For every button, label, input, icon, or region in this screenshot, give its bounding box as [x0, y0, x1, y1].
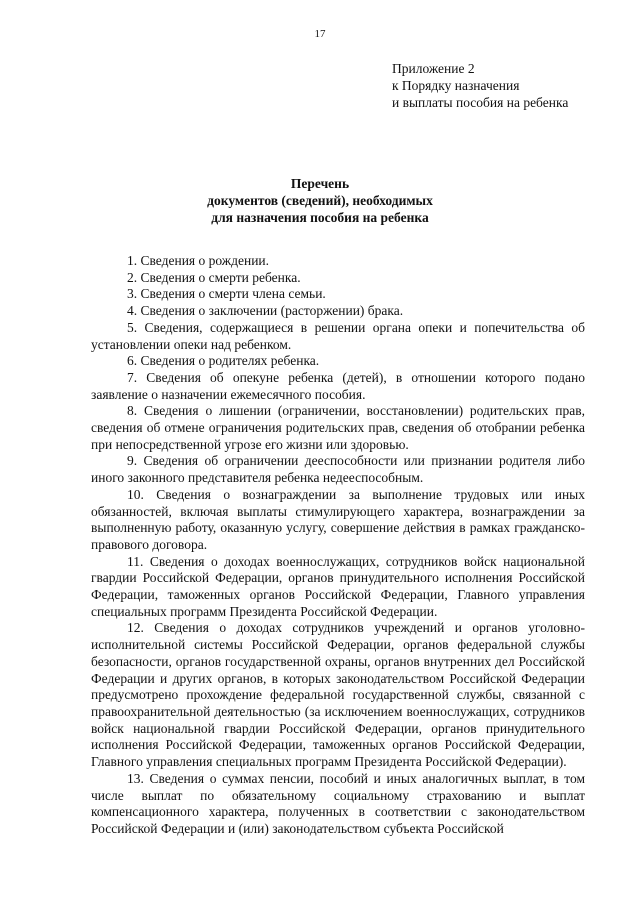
- title-line: для назначения пособия на ребенка: [211, 210, 429, 225]
- title-line: Перечень: [290, 176, 350, 191]
- appendix-line: к Порядку назначения: [392, 78, 520, 93]
- list-item: 7. Сведения об опекуне ребенка (детей), в отношении которого подано заявление о назначении ежемесячного пособия.: [91, 369, 585, 402]
- appendix-line: и выплаты пособия на ребенка: [392, 95, 569, 110]
- appendix-header: [392, 60, 568, 111]
- list-item: 10. Сведения о вознаграждении за выполнение трудовых или иных обязанностей, включая выплаты стимулирующего характера, вознаграждении за выполненную работу, оказанную услугу, совершение действия в рамках гражданско-правового договора.: [91, 486, 585, 552]
- list-item: 3. Сведения о смерти члена семьи.: [127, 286, 326, 302]
- documents-list: [91, 253, 585, 838]
- list-item: 6. Сведения о родителях ребенка.: [127, 353, 320, 369]
- list-item: 12. Сведения о доходах сотрудников учреждений и органов уголовно-исполнительной системы Российской Федерации, органов федеральной службы безопасности, органов государственной охраны, органов внутренних дел Российской Федерации и других органов, в которых законодательством Российской Федерации предусмотрено прохождение федеральной государственной службы, связанной с правоохранительной деятельностью (за исключением военнослужащих, сотрудников войск национальной гвардии Российской Федерации, органов принудительного исполнения Российской Федерации, таможенных органов Российской Федерации, Главного управления специальных программ Президента Российской Федерации).: [91, 620, 585, 770]
- list-item: 13. Сведения о суммах пенсии, пособий и иных аналогичных выплат, в том числе выплат по обязательному социальному страхованию и выплат компенсационного характера, полученных в соответствии с законодательством Российской Федерации и (или) законодательством субъекта Российской: [91, 770, 585, 836]
- list-item: 9. Сведения об ограничении дееспособности или признании родителя либо иного законного представителя ребенка недееспособным.: [91, 453, 585, 486]
- list-item: 1. Сведения о рождении.: [127, 253, 270, 268]
- appendix-line: Приложение 2: [392, 61, 475, 76]
- list-item: 5. Сведения, содержащиеся в решении органа опеки и попечительства об установлении опеки над ребенком.: [91, 319, 585, 352]
- page-number: 17: [314, 28, 326, 40]
- document-title: [0, 175, 640, 226]
- title-line: документов (сведений), необходимых: [207, 193, 433, 208]
- list-item: 2. Сведения о смерти ребенка.: [127, 269, 301, 285]
- list-item: 8. Сведения о лишении (ограничении, восстановлении) родительских прав, сведения об отмене ограничения родительских прав, сведения об отобрании ребенка при непосредственной угрозе его жизни или здоровью.: [91, 403, 585, 452]
- list-item: 11. Сведения о доходах военнослужащих, сотрудников войск национальной гвардии Российской Федерации, органов принудительного исполнения Российской Федерации, таможенных органов Российской Федерации, Главного управления специальных программ Президента Российской Федерации.: [91, 553, 585, 619]
- list-item: 4. Сведения о заключении (расторжении) брака.: [127, 303, 404, 319]
